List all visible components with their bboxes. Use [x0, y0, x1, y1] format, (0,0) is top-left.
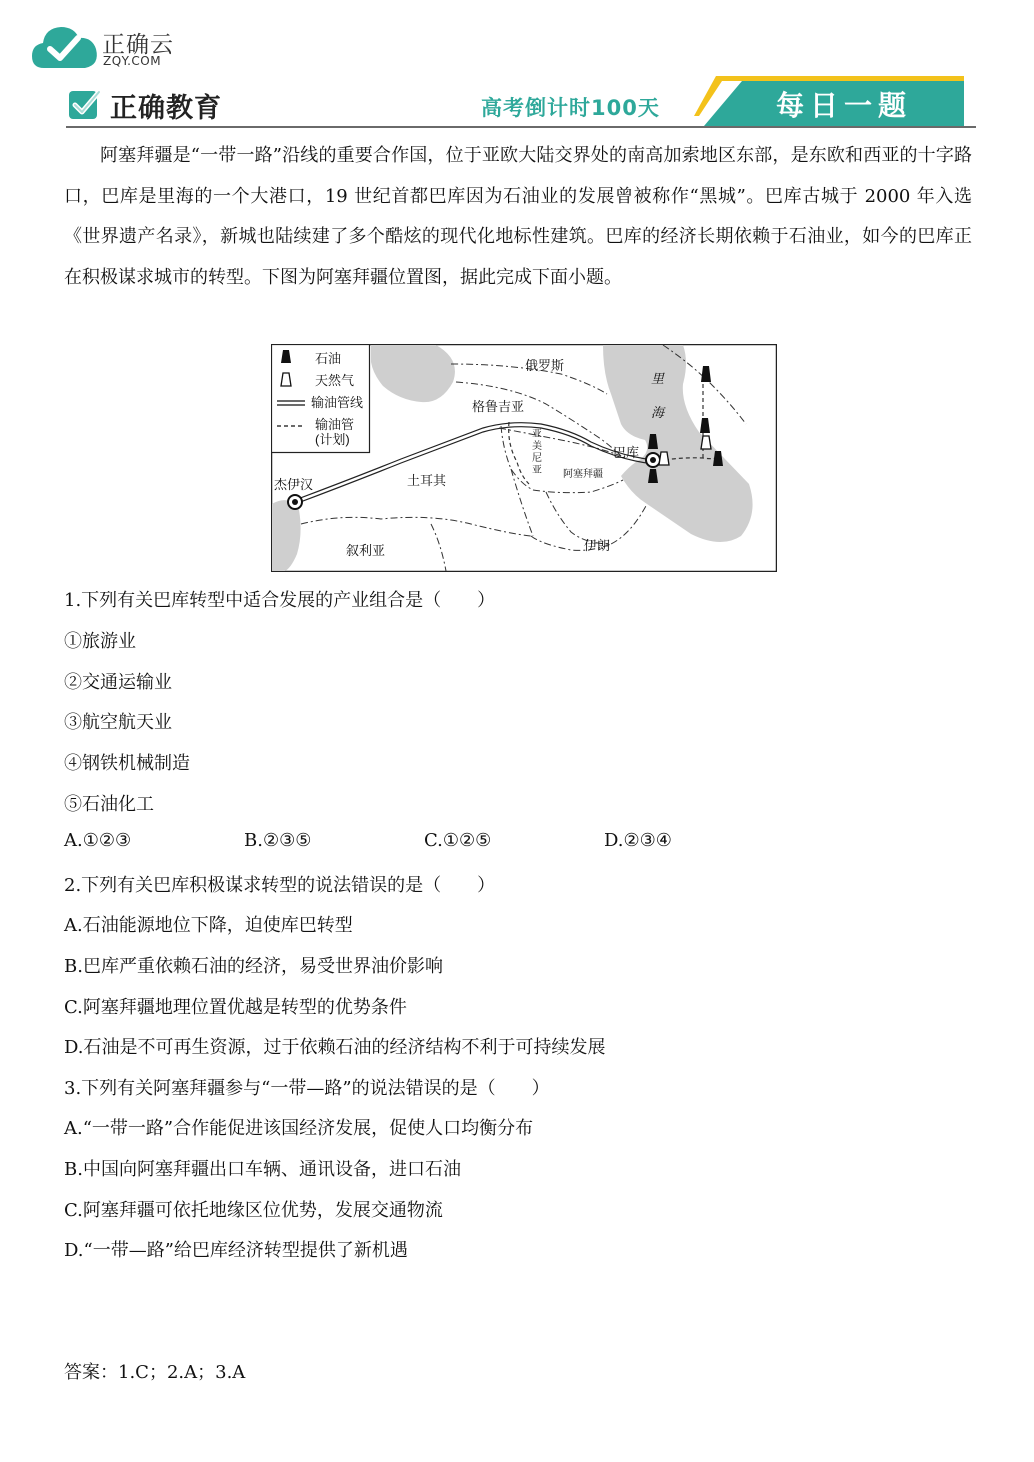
q3-option-d[interactable]: D.“一带—路”给巴库经济转型提供了新机遇: [64, 1240, 408, 1261]
answer-key: 答案：1.C；2.A；3.A: [64, 1362, 246, 1383]
q2-option-a[interactable]: A.石油能源地位下降，迫使库巴转型: [64, 915, 353, 936]
check-box-icon: [68, 88, 102, 122]
logo-name: 正确云: [102, 32, 174, 58]
q1-option-c[interactable]: C.①②⑤: [424, 830, 492, 851]
legend-planned-label: 输油管: [315, 417, 355, 432]
q1-item: ①旅游业: [64, 631, 136, 652]
cloud-check-icon: [30, 22, 100, 72]
q1-item: ②交通运输业: [64, 672, 172, 693]
q1-item: ⑤石油化工: [64, 794, 154, 815]
countdown-text: 高考倒计时100天: [481, 96, 660, 120]
map-label-caspian-1: 里: [651, 371, 665, 386]
q2-stem: 2.下列有关巴库积极谋求转型的说法错误的是（ ）: [64, 875, 496, 896]
q1-option-a[interactable]: A.①②③: [64, 830, 132, 851]
legend-pipeline-label: 输油管线: [311, 395, 364, 410]
q2-option-d[interactable]: D.石油是不可再生资源，过于依赖石油的经济结构不利于可持续发展: [64, 1037, 606, 1058]
q3-option-c[interactable]: C.阿塞拜疆可依托地缘区位优势，发展交通物流: [64, 1200, 443, 1221]
map-label-armenia-3: 尼: [532, 453, 542, 464]
q1-item: ③航空航天业: [64, 712, 172, 733]
legend-planned-note: (计划): [315, 432, 350, 447]
azerbaijan-location-map: [271, 344, 777, 572]
ribbon-title: 每日一题: [776, 89, 913, 122]
brand-name: 正确教育: [110, 93, 222, 124]
map-label-syria: 叙利亚: [346, 543, 386, 558]
legend-gas-icon: [281, 373, 291, 386]
map-label-armenia-4: 亚: [532, 465, 542, 476]
q1-stem: 1.下列有关巴库转型中适合发展的产业组合是（ ）: [64, 590, 496, 611]
q3-option-a[interactable]: A.“一带一路”合作能促进该国经济发展，促使人口均衡分布: [64, 1118, 534, 1139]
map-label-ceyhan: 杰伊汉: [274, 477, 314, 492]
q1-option-d[interactable]: D.②③④: [604, 830, 672, 851]
legend-gas-label: 天然气: [315, 373, 355, 388]
legend-oil-label: 石油: [315, 351, 342, 366]
q3-stem: 3.下列有关阿塞拜疆参与“一带—路”的说法错误的是（ ）: [64, 1078, 550, 1099]
q1-option-b[interactable]: B.②③⑤: [244, 830, 312, 851]
baku-city-icon: [646, 453, 660, 467]
q2-option-c[interactable]: C.阿塞拜疆地理位置优越是转型的优势条件: [64, 997, 407, 1018]
q1-item: ④钢铁机械制造: [64, 753, 190, 774]
passage-text: 阿塞拜疆是“一带一路”沿线的重要合作国，位于亚欧大陆交界处的南高加索地区东部，是东欧和西亚的十字路口，巴库是里海的一个大港口，19 世纪首都巴库因为石油业的发展曾被称作“黑城”。巴库古城于 2000 年入选《世界遗产名录》，新城也陆续建了多个酷炫的现代化地标性建筑。巴库的经济长期依赖于石油业，如今的巴库正在积极谋求城市的转型。下图为阿塞拜疆位置图，据此完成下面小题。: [64, 145, 972, 288]
map-label-armenia-1: 亚: [532, 429, 542, 440]
map-label-caspian-2: 海: [651, 405, 665, 420]
map-label-russia: 俄罗斯: [525, 358, 565, 373]
map-label-georgia: 格鲁吉亚: [472, 399, 525, 414]
map-label-azerbaijan: 阿塞拜疆: [563, 469, 603, 480]
zqy-logo: [30, 22, 210, 74]
banner-divider: [66, 126, 976, 128]
q3-option-b[interactable]: B.中国向阿塞拜疆出口车辆、通讯设备，进口石油: [64, 1159, 461, 1180]
header-banner: [66, 76, 976, 128]
map-label-armenia-2: 美: [532, 441, 542, 452]
map-label-turkey: 土耳其: [407, 473, 447, 488]
ceyhan-city-icon: [288, 495, 302, 509]
q2-option-b[interactable]: B.巴库严重依赖石油的经济，易受世界油价影响: [64, 956, 443, 977]
map-label-baku: 巴库: [613, 445, 640, 460]
logo-url: ZQY.COM: [103, 54, 162, 68]
map-label-iran: 伊朗: [584, 538, 611, 553]
